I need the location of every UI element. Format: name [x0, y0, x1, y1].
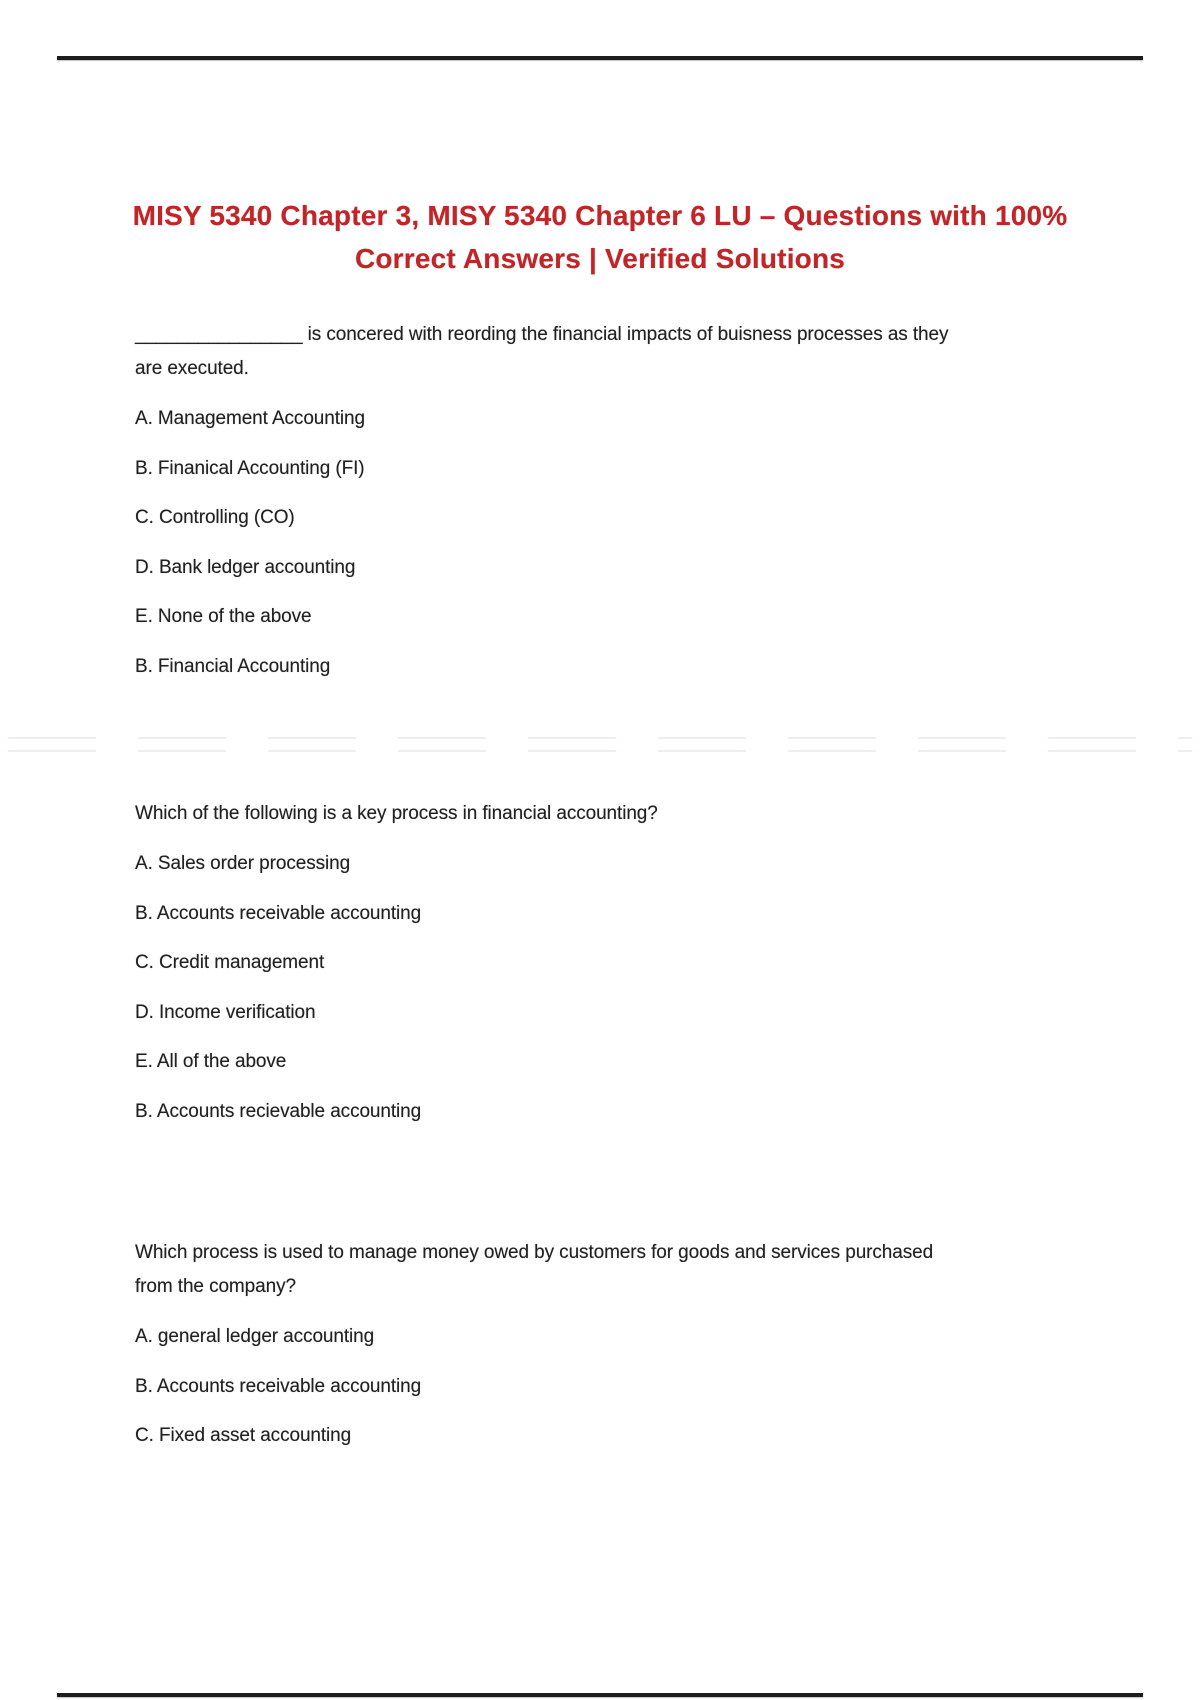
question-block-1	[135, 318, 1080, 683]
question-3-text-line-2: from the company?	[135, 1276, 296, 1297]
question-2-option-c: C. Credit management	[135, 952, 325, 973]
question-2-option-e: E. All of the above	[135, 1051, 287, 1072]
question-1-option-a: A. Management Accounting	[135, 408, 365, 429]
question-1-option-d: D. Bank ledger accounting	[135, 556, 356, 578]
question-1-text-line-2: are executed.	[135, 358, 249, 379]
question-2-option-d: D. Income verification	[135, 1001, 316, 1023]
bottom-rule	[57, 1693, 1143, 1697]
top-rule	[57, 56, 1143, 60]
question-1-option-b: B. Finanical Accounting (FI)	[135, 457, 365, 479]
question-1-text	[135, 318, 1080, 386]
question-3-text-line-1: Which process is used to manage money owed by customers for goods and services purchased	[135, 1242, 934, 1263]
question-2-option-b: B. Accounts receivable accounting	[135, 902, 422, 924]
question-1-option-c: C. Controlling (CO)	[135, 507, 295, 528]
section-divider	[0, 737, 1200, 752]
question-1-option-e: E. None of the above	[135, 606, 312, 627]
question-1-answer: B. Financial Accounting	[135, 655, 331, 677]
question-block-2	[135, 797, 1080, 1128]
question-3-text	[135, 1236, 1080, 1304]
question-block-3	[135, 1236, 1080, 1469]
document-title-line-2: Correct Answers | Verified Solutions	[354, 243, 846, 274]
question-2-text	[135, 797, 1080, 831]
document-title	[0, 194, 1200, 280]
question-2-option-a: A. Sales order processing	[135, 853, 351, 874]
question-3-option-c: C. Fixed asset accounting	[135, 1425, 352, 1446]
document-title-line-1: MISY 5340 Chapter 3, MISY 5340 Chapter 6 LU – Questions with 100%	[132, 200, 1068, 231]
question-2-answer: B. Accounts recievable accounting	[135, 1100, 422, 1122]
question-1-text-line-1: ________________ is concered with reording the financial impacts of buisness processes as they	[135, 324, 949, 345]
question-3-option-a: A. general ledger accounting	[135, 1326, 375, 1347]
question-2-text-line-1: Which of the following is a key process in financial accounting?	[135, 803, 658, 824]
question-3-option-b: B. Accounts receivable accounting	[135, 1375, 422, 1397]
